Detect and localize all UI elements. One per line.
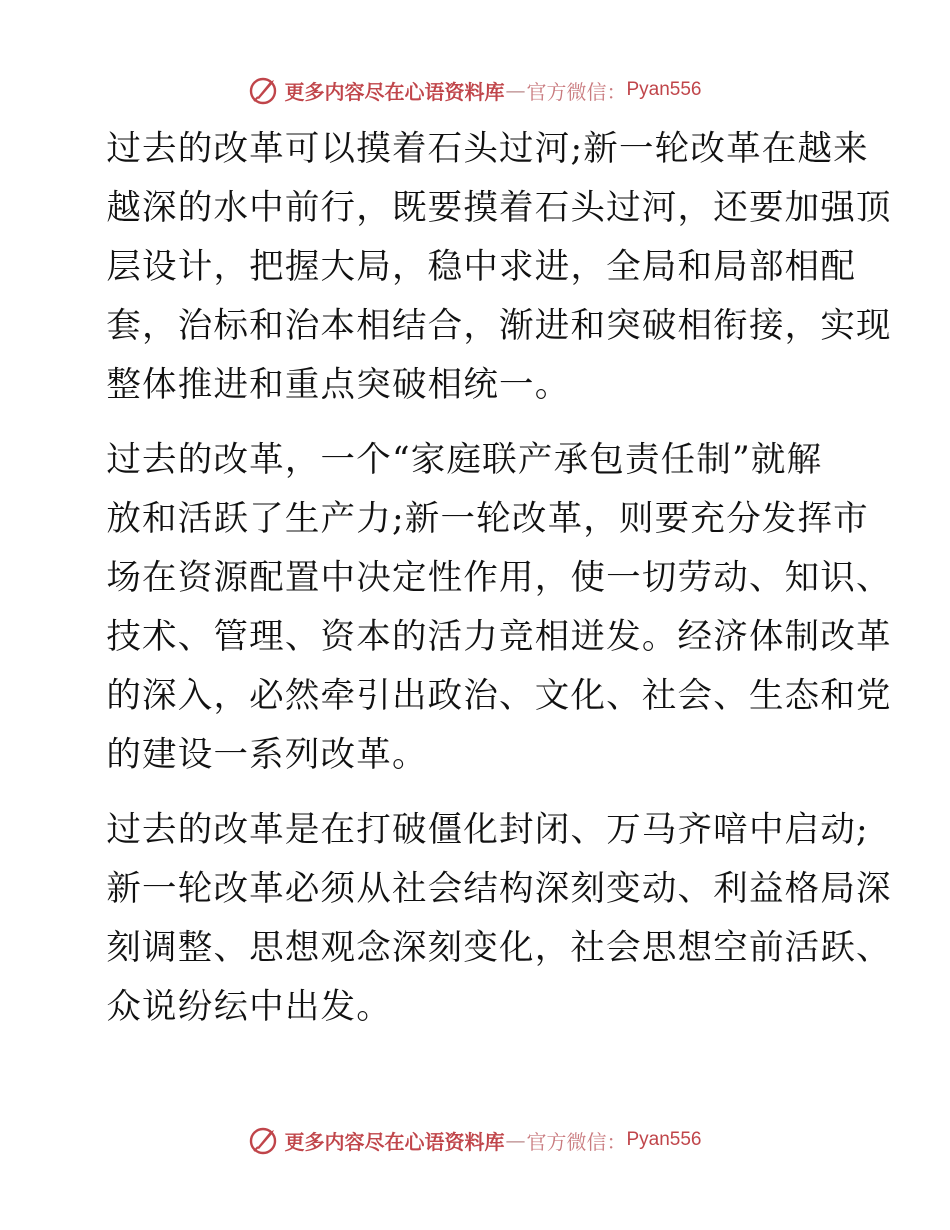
header-watermark (0, 70, 950, 110)
paragraph-line: 过去的改革可以摸着石头过河;新一轮改革在越来 (106, 129, 869, 169)
paragraph-line: 技术、管理、资本的活力竞相迸发。经济体制改革 (106, 617, 892, 657)
paragraph-line: 过去的改革，一个“家庭联产承包责任制”就解 (106, 440, 823, 480)
paragraph-line: 过去的改革是在打破僵化封闭、万马齐喑中启动; (106, 810, 869, 850)
paragraph-line: 层设计，把握大局，稳中求进，全局和局部相配 (106, 247, 857, 287)
paragraph-line: 整体推进和重点突破相统一。 (106, 365, 571, 405)
watermark-wechat-label: 官方微信： (526, 1129, 627, 1154)
watermark-wechat-id: Pyan556 (626, 1129, 702, 1150)
watermark-wechat-label: 官方微信： (526, 79, 627, 104)
document-body (96, 120, 892, 1053)
quill-logo-icon (248, 1124, 280, 1156)
paragraph-line: 刻调整、思想观念深刻变化，社会思想空前活跃、 (106, 928, 892, 968)
paragraph-line: 的建设一系列改革。 (106, 735, 428, 775)
watermark-dash: — (505, 78, 526, 102)
paragraph-line: 越深的水中前行，既要摸着石头过河，还要加强顶 (106, 188, 892, 228)
paragraph-line: 的深入，必然牵引出政治、文化、社会、生态和党 (106, 676, 892, 716)
paragraph-1 (96, 120, 892, 415)
paragraph-line: 众说纷纭中出发。 (106, 987, 392, 1027)
watermark-main-text: 更多内容尽在心语资料库 (284, 79, 505, 104)
quill-logo-icon (248, 74, 280, 106)
watermark-wechat-id: Pyan556 (626, 79, 702, 100)
paragraph-line: 新一轮改革必须从社会结构深刻变动、利益格局深 (106, 869, 892, 909)
watermark-main-text: 更多内容尽在心语资料库 (284, 1129, 505, 1154)
paragraph-3 (96, 801, 892, 1037)
paragraph-line: 放和活跃了生产力;新一轮改革，则要充分发挥市 (106, 499, 869, 539)
paragraph-line: 场在资源配置中决定性作用，使一切劳动、知识、 (106, 558, 892, 598)
watermark-dash: — (505, 1128, 526, 1152)
footer-watermark (0, 1120, 950, 1160)
paragraph-line: 套，治标和治本相结合，渐进和突破相衔接，实现 (106, 306, 892, 346)
paragraph-2 (96, 431, 892, 785)
